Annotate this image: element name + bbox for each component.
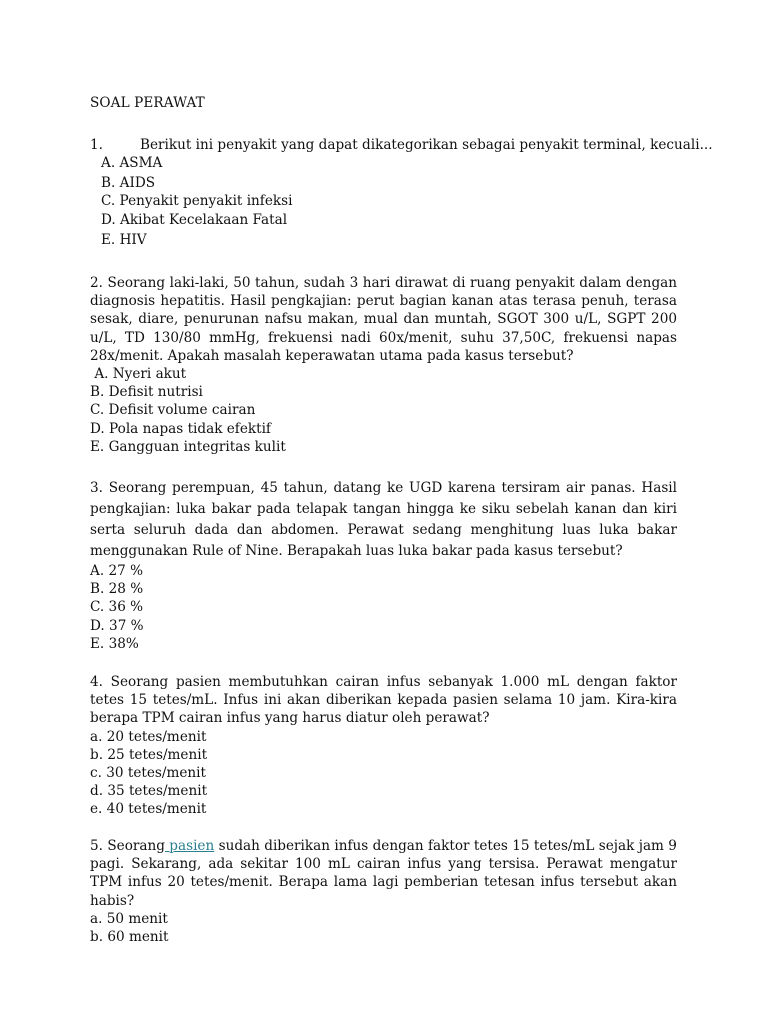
option-item: A. 27 % (90, 563, 143, 579)
question-2-options (90, 365, 677, 456)
option-item: a. 50 menit (90, 910, 168, 927)
question-2-text: 2. Seorang laki-laki, 50 tahun, sudah 3 hari dirawat di ruang penyakit dalam dengan diagnosis hepatitis. Hasil pengkajian: perut bagian kanan atas terasa penuh, terasa sesak, diare, penurunan nafsu makan, mual dan muntah, SGOT 300 u/L, SGPT 200 u/L, TD 130/80 mmHg, frekuensi nadi 60x/menit, suhu 37,50C, frekuensi napas 28x/menit. Apakah masalah keperawatan utama pada kasus tersebut? (90, 275, 677, 364)
option-item: e. 40 tetes/menit (90, 801, 207, 818)
question-2 (90, 274, 677, 456)
option-item: E. Gangguan integritas kulit (90, 438, 286, 455)
document-title: SOAL PERAWAT (90, 95, 205, 111)
option-item: A. ASMA (101, 155, 163, 171)
question-1-options (101, 154, 292, 251)
option-item: E. 38% (90, 635, 139, 652)
option-item: C. Penyakit penyakit infeksi (101, 192, 293, 209)
question-3 (90, 478, 677, 653)
question-5 (90, 837, 677, 946)
option-text: A. Nyeri akut (90, 366, 187, 383)
option-item: B. AIDS (101, 174, 156, 191)
option-item: c. 30 tetes/menit (90, 764, 206, 781)
question-3-options (90, 562, 677, 653)
question-1-stem (90, 136, 713, 155)
option-item: D. Pola napas tidak efektif (90, 420, 271, 437)
option-item: B. 28 % (90, 581, 144, 598)
option-item: C. 36 % (90, 599, 144, 616)
option-item: d. 35 tetes/menit (90, 783, 208, 800)
question-1-text: Berikut ini penyakit yang dapat dikategorikan sebagai penyakit terminal, kecuali... (140, 137, 713, 153)
question-5-text-rest: sudah diberikan infus dengan faktor tetes 15 tetes/mL sejak jam 9 pagi. Sekarang, ada sekitar 100 mL cairan infus yang tersisa. Perawat mengatur TPM infus 20 tetes/menit. Berapa lama lagi pemberian tetesan infus tersebut akan habis? (90, 838, 677, 909)
option-item: b. 25 tetes/menit (90, 746, 208, 763)
question-5-text (90, 837, 677, 910)
question-5-options (90, 910, 677, 946)
option-item: D. Akibat Kecelakaan Fatal (101, 212, 288, 229)
option-item: B. Defisit nutrisi (90, 384, 203, 401)
question-1-number: 1. (90, 137, 103, 153)
document-page (90, 0, 713, 1024)
option-item: b. 60 menit (90, 929, 169, 945)
option-item (90, 365, 677, 383)
question-3-text: 3. Seorang perempuan, 45 tahun, datang ke UGD karena tersiram air panas. Hasil pengkajian: luka bakar pada telapak tangan hingga ke siku sebelah kanan dan kiri serta seluruh dada dan abdomen. Perawat sedang menghitung luas luka bakar menggunakan Rule of Nine. Berapakah luas luka bakar pada kasus tersebut? (90, 480, 677, 559)
question-4-options (90, 728, 677, 819)
option-item: C. Defisit volume cairan (90, 402, 256, 419)
option-item: a. 20 tetes/menit (90, 728, 207, 745)
option-item: E. HIV (101, 231, 147, 248)
question-4 (90, 673, 677, 819)
question-4-text: 4. Seorang pasien membutuhkan cairan infus sebanyak 1.000 mL dengan faktor tetes 15 tetes/mL. Infus ini akan diberikan kepada pasien selama 10 jam. Kira-kira berapa TPM cairan infus yang harus diatur oleh perawat? (90, 674, 677, 727)
question-5-text-start: 5. Seorang (90, 838, 165, 854)
pasien-link[interactable]: pasien (164, 838, 215, 854)
option-item: D. 37 % (90, 617, 144, 634)
